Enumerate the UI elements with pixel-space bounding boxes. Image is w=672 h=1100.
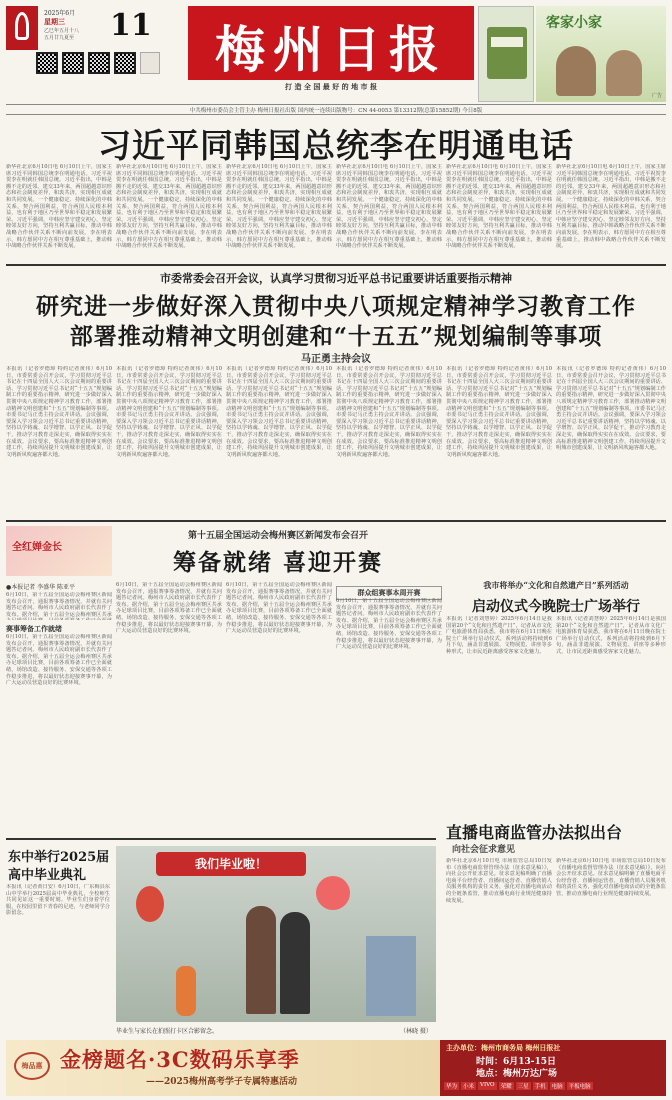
livestream-body-col2: 新华社北京6月10日电 市场监管总局10日发布《直播电商监督管理办法（征求意见稿）》，向社会公开征求意见。征求意见稿明确了直播电商平台经营者、直播间运营者、直播营销人员服务机构的责任义务，强化对直播电商活动的全链条监管，推动直播电商行业规范健康持续发展。 bbox=[556, 858, 666, 897]
sports-body-col3: 6月10日，第十五届全国运动会梅州赛区新闻发布会召开，通报赛事筹备情况，并就有关问题答记者问。梅州市人民政府副市长代表作了发布。据介绍，第十五届全运会梅州赛区共承办足球项目比赛，目前各项筹备工作已全面就绪，场馆改造、接待服务、安保交通等各项工作稳步推进，将以最好状态迎接赛事开幕，为广大运动员营造良好的比赛环境。 bbox=[226, 582, 332, 635]
ad-label: 广告 bbox=[651, 93, 662, 99]
second-byline: 马正勇主持会议 bbox=[301, 354, 371, 365]
lead-body-col2: 新华社北京6月10日电 6月10日上午，国家主席习近平同韩国总统李在明通电话。习近平祝贺李在明就任韩国总统。习近平指出，中韩是搬不走的近邻。建交33年来，两国超越意识形态和社会制度差异，和衷共济，实现相互成就和共同发展。一个健康稳定、持续深化的中韩关系，契合两国利益，符合两国人民根本利益，也有利于地区乃至世界和平稳定和发展繁荣。习近平强调，中韩应坚守建交初心，坚定睦邻友好方向，坚持互利共赢目标，推动中韩战略合作伙伴关系不断向前发展。李在明表示，韩方愿同中方在相互尊重基础上，推动韩中战略合作伙伴关系不断发展。 bbox=[116, 164, 222, 250]
lunar-date: 乙巳年五月十八 bbox=[44, 28, 80, 34]
lead-body-col5: 新华社北京6月10日电 6月10日上午，国家主席习近平同韩国总统李在明通电话。习近平祝贺李在明就任韩国总统。习近平指出，中韩是搬不走的近邻。建交33年来，两国超越意识形态和社会制度差异，和衷共济，实现相互成就和共同发展。一个健康稳定、持续深化的中韩关系，契合两国利益，符合两国人民根本利益，也有利于地区乃至世界和平稳定和发展繁荣。习近平强调，中韩应坚守建交初心，坚定睦邻友好方向，坚持互利共赢目标，推动中韩战略合作伙伴关系不断向前发展。李在明表示，韩方愿同中方在相互尊重基础上，推动韩中战略合作伙伴关系不断发展。 bbox=[446, 164, 552, 250]
brand-tag: 手机 bbox=[534, 1084, 546, 1090]
ad-subline: ——2025梅州高考学子专属特惠活动 bbox=[146, 1077, 298, 1087]
culture-body-col2: 本报讯（记者刘慧婷）2025年6月14日是我国第20个“文化和自然遗产日”，记者从市文化广电旅游体育局获悉，我市将在6月11日晚在院士广场举行启动仪式，系列活动将持续到6月下旬，涵盖非遗展演、文物展览、讲座等多种形式，让市民近距离感受客家文化魅力。 bbox=[556, 616, 666, 655]
second-body-col2: 本报讯（记者罗德璋 特约记者黄伟）6月10日，市委常委会召开会议，学习贯彻习近平总书记在十四届全国人大三次会议期间的重要讲话、学习贯彻习近平总书记对“十五五”规划编制工作的重要指示精神，研究进一步做好深入贯彻中央八项规定精神学习教育工作，部署推动精神文明创建和“十五五”规划编制等事项。市委书记马正勇主持会议并讲话。会议强调，要深入学习领会习近平总书记重要讲话精神，坚持以学铸魂、以学增智、以学正风、以学促干，推动学习教育走深走实，确保取得实实在在成效。会议要求，要高标准推进精神文明创建工作，持续巩固提升文明城市创建成果，让文明新风吹遍客都大地。 bbox=[116, 366, 222, 458]
sports-byline: ●本报记者 李盛华 陈亚平 bbox=[6, 584, 76, 591]
sports-badge-text: 全红婵金长 bbox=[12, 542, 62, 553]
livestream-headline: 直播电商监管办法拟出台 bbox=[446, 823, 623, 842]
brand-tag: 小米 bbox=[463, 1084, 475, 1090]
brand-tag: VIVO bbox=[480, 1082, 495, 1088]
ad-product-box bbox=[478, 6, 534, 102]
brand-tag: 华为 bbox=[446, 1084, 458, 1090]
second-body-col6: 本报讯（记者罗德璋 特约记者黄伟）6月10日，市委常委会召开会议，学习贯彻习近平总书记在十四届全国人大三次会议期间的重要讲话、学习贯彻习近平总书记对“十五五”规划编制工作的重要指示精神，研究进一步做好深入贯彻中央八项规定精神学习教育工作，部署推动精神文明创建和“十五五”规划编制等事项。市委书记马正勇主持会议并讲话。会议强调，要深入学习领会习近平总书记重要讲话精神，坚持以学铸魂、以学增智、以学正风、以学促干，推动学习教育走深走实，确保取得实实在在成效。会议要求，要高标准推进精神文明创建工作，持续巩固提升文明城市创建成果，让文明新风吹遍客都大地。 bbox=[556, 366, 666, 452]
lead-body-col1: 新华社北京6月10日电 6月10日上午，国家主席习近平同韩国总统李在明通电话。习近平祝贺李在明就任韩国总统。习近平指出，中韩是搬不走的近邻。建交33年来，两国超越意识形态和社会制度差异，和衷共济，实现相互成就和共同发展。一个健康稳定、持续深化的中韩关系，契合两国利益，符合两国人民根本利益，也有利于地区乃至世界和平稳定和发展繁荣。习近平强调，中韩应坚守建交初心，坚定睦邻友好方向，坚持互利共赢目标，推动中韩战略合作伙伴关系不断向前发展。李在明表示，韩方愿同中方在相互尊重基础上，推动韩中战略合作伙伴关系不断发展。 bbox=[6, 164, 112, 250]
sports-body-col4: 6月10日，第十五届全国运动会梅州赛区新闻发布会召开，通报赛事筹备情况，并就有关问题答记者问。梅州市人民政府副市长代表作了发布。据介绍，第十五届全运会梅州赛区共承办足球项目比赛，目前各项筹备工作已全面就绪，场馆改造、接待服务、安保交通等各项工作稳步推进，将以最好状态迎接赛事开幕，为广大运动员营造良好的比赛环境。 bbox=[336, 598, 442, 651]
brand-tag: 电脑 bbox=[551, 1084, 563, 1090]
brand-tag: 三星 bbox=[517, 1084, 529, 1090]
second-body-col5: 本报讯（记者罗德璋 特约记者黄伟）6月10日，市委常委会召开会议，学习贯彻习近平总书记在十四届全国人大三次会议期间的重要讲话、学习贯彻习近平总书记对“十五五”规划编制工作的重要指示精神，研究进一步做好深入贯彻中央八项规定精神学习教育工作，部署推动精神文明创建和“十五五”规划编制等事项。市委书记马正勇主持会议并讲话。会议强调，要深入学习领会习近平总书记重要讲话精神，坚持以学铸魂、以学增智、以学正风、以学促干，推动学习教育走深走实，确保取得实实在在成效。会议要求，要高标准推进精神文明创建工作，持续巩固提升文明城市创建成果，让文明新风吹遍客都大地。 bbox=[446, 366, 552, 458]
bottom-ad bbox=[6, 1040, 666, 1096]
livestream-body-col1: 新华社北京6月10日电 市场监管总局10日发布《直播电商监督管理办法（征求意见稿）》，向社会公开征求意见。征求意见稿明确了直播电商平台经营者、直播间运营者、直播营销人员服务机构的责任义务，强化对直播电商活动的全链条监管，推动直播电商行业规范健康持续发展。 bbox=[446, 858, 552, 904]
second-kicker: 市委常委会召开会议，认真学习贯彻习近平总书记重要讲话重要指示精神 bbox=[160, 272, 512, 285]
second-headline-2: 部署推动精神文明创建和“十五五”规划编制等事项 bbox=[69, 323, 603, 350]
second-headline-1: 研究进一步做好深入贯彻中央八项规定精神学习教育工作 bbox=[36, 293, 636, 320]
ad-photo bbox=[536, 6, 666, 102]
ad-sponsor: 主办单位：梅州市商务局 梅州日报社 bbox=[446, 1043, 561, 1052]
brand-tag: 平板电脑 bbox=[568, 1084, 591, 1090]
ad-place: 地点：梅州万达广场 bbox=[476, 1069, 558, 1079]
brand-tag: 荣耀 bbox=[500, 1084, 512, 1090]
qr-code-icon bbox=[62, 52, 84, 74]
ad-brand-list bbox=[444, 1082, 664, 1090]
second-body-col1: 本报讯（记者罗德璋 特约记者黄伟）6月10日，市委常委会召开会议，学习贯彻习近平总书记在十四届全国人大三次会议期间的重要讲话、学习贯彻习近平总书记对“十五五”规划编制工作的重要指示精神，研究进一步做好深入贯彻中央八项规定精神学习教育工作，部署推动精神文明创建和“十五五”规划编制等事项。市委书记马正勇主持会议并讲话。会议强调，要深入学习领会习近平总书记重要讲话精神，坚持以学铸魂、以学增智、以学正风、以学促干，推动学习教育走深走实，确保取得实实在在成效。会议要求，要高标准推进精神文明创建工作，持续巩固提升文明城市创建成果，让文明新风吹遍客都大地。 bbox=[6, 366, 112, 458]
weekday: 星期三 bbox=[44, 17, 65, 26]
slogan: 打 造 全 国 最 好 的 地 市 报 bbox=[285, 82, 377, 91]
day-number: 11 bbox=[110, 8, 152, 43]
masthead-banner bbox=[188, 6, 474, 80]
newspaper-emblem-icon bbox=[6, 6, 38, 50]
newspaper-title: 梅州日报 bbox=[215, 20, 447, 79]
photo-credit: （林晓 摄） bbox=[400, 1028, 432, 1035]
ad-logo: 梅品惠 bbox=[14, 1052, 50, 1080]
lead-body-col4: 新华社北京6月10日电 6月10日上午，国家主席习近平同韩国总统李在明通电话。习近平祝贺李在明就任韩国总统。习近平指出，中韩是搬不走的近邻。建交33年来，两国超越意识形态和社会制度差异，和衷共济，实现相互成就和共同发展。一个健康稳定、持续深化的中韩关系，契合两国利益，符合两国人民根本利益，也有利于地区乃至世界和平稳定和发展繁荣。习近平强调，中韩应坚守建交初心，坚定睦邻友好方向，坚持互利共赢目标，推动中韩战略合作伙伴关系不断向前发展。李在明表示，韩方愿同中方在相互尊重基础上，推动韩中战略合作伙伴关系不断发展。 bbox=[336, 164, 442, 250]
ad-headline: 金榜题名·3C数码乐享季 bbox=[60, 1047, 300, 1072]
ad-time: 时间：6月13-15日 bbox=[476, 1057, 557, 1067]
lead-body-col6: 新华社北京6月10日电 6月10日上午，国家主席习近平同韩国总统李在明通电话。习近平祝贺李在明就任韩国总统。习近平指出，中韩是搬不走的近邻。建交33年来，两国超越意识形态和社会制度差异，和衷共济，实现相互成就和共同发展。一个健康稳定、持续深化的中韩关系，契合两国利益，符合两国人民根本利益，也有利于地区乃至世界和平稳定和发展繁荣。习近平强调，中韩应坚守建交初心，坚定睦邻友好方向，坚持互利共赢目标，推动中韩战略合作伙伴关系不断向前发展。李在明表示，韩方愿同中方在相互尊重基础上，推动韩中战略合作伙伴关系不断发展。 bbox=[556, 164, 666, 250]
lead-headline: 习近平同韩国总统李在明通电话 bbox=[98, 126, 574, 165]
graduation-banner: 我们毕业啦！ bbox=[156, 852, 306, 876]
graduation-headline-2: 高中毕业典礼 bbox=[8, 868, 87, 883]
graduation-headline-1: 东中举行2025届 bbox=[8, 850, 110, 865]
culture-kicker: 我市将举办“文化和自然遗产日”系列活动 bbox=[483, 580, 629, 590]
date-line: 2025年6月 bbox=[44, 10, 76, 17]
sports-subhead-1: 赛事筹备工作就绪 bbox=[6, 624, 62, 633]
culture-headline: 启动仪式今晚院士广场举行 bbox=[472, 599, 640, 615]
solar-term: 五月廿九夏至 bbox=[44, 35, 75, 41]
ad-caption: 客家小家 bbox=[546, 15, 602, 31]
sports-badge bbox=[6, 526, 112, 576]
qr-code-icon bbox=[36, 52, 58, 74]
qr-code-icon bbox=[88, 52, 110, 74]
livestream-subhead: 向社会征求意见 bbox=[452, 845, 516, 855]
sports-headline: 筹备就绪 喜迎开赛 bbox=[172, 549, 383, 576]
app-icon bbox=[140, 52, 160, 74]
publication-meta: 中共梅州市委员会主管主办 梅州日报社出版 国内统一连续出版物号：CN 44-0053 第13312期(总第15852期) 今日8版 bbox=[189, 108, 483, 114]
sports-body-col1b: 6月10日，第十五届全国运动会梅州赛区新闻发布会召开，通报赛事筹备情况，并就有关问题答记者问。梅州市人民政府副市长代表作了发布。据介绍，第十五届全运会梅州赛区共承办足球项目比赛，目前各项筹备工作已全面就绪，场馆改造、接待服务、安保交通等各项工作稳步推进，将以最好状态迎接赛事开幕，为广大运动员营造良好的比赛环境。 bbox=[6, 634, 112, 687]
qr-code-icon bbox=[114, 52, 136, 74]
second-body-col3: 本报讯（记者罗德璋 特约记者黄伟）6月10日，市委常委会召开会议，学习贯彻习近平总书记在十四届全国人大三次会议期间的重要讲话、学习贯彻习近平总书记对“十五五”规划编制工作的重要指示精神，研究进一步做好深入贯彻中央八项规定精神学习教育工作，部署推动精神文明创建和“十五五”规划编制等事项。市委书记马正勇主持会议并讲话。会议强调，要深入学习领会习近平总书记重要讲话精神，坚持以学铸魂、以学增智、以学正风、以学促干，推动学习教育走深走实，确保取得实实在在成效。会议要求，要高标准推进精神文明创建工作，持续巩固提升文明城市创建成果，让文明新风吹遍客都大地。 bbox=[226, 366, 332, 458]
second-body-col4: 本报讯（记者罗德璋 特约记者黄伟）6月10日，市委常委会召开会议，学习贯彻习近平总书记在十四届全国人大三次会议期间的重要讲话、学习贯彻习近平总书记对“十五五”规划编制工作的重要指示精神，研究进一步做好深入贯彻中央八项规定精神学习教育工作，部署推动精神文明创建和“十五五”规划编制等事项。市委书记马正勇主持会议并讲话。会议强调，要深入学习领会习近平总书记重要讲话精神，坚持以学铸魂、以学增智、以学正风、以学促干，推动学习教育走深走实，确保取得实实在在成效。会议要求，要高标准推进精神文明创建工作，持续巩固提升文明城市创建成果，让文明新风吹遍客都大地。 bbox=[336, 366, 442, 458]
graduation-photo bbox=[116, 846, 436, 1022]
lead-body-col3: 新华社北京6月10日电 6月10日上午，国家主席习近平同韩国总统李在明通电话。习近平祝贺李在明就任韩国总统。习近平指出，中韩是搬不走的近邻。建交33年来，两国超越意识形态和社会制度差异，和衷共济，实现相互成就和共同发展。一个健康稳定、持续深化的中韩关系，契合两国利益，符合两国人民根本利益，也有利于地区乃至世界和平稳定和发展繁荣。习近平强调，中韩应坚守建交初心，坚定睦邻友好方向，坚持互利共赢目标，推动中韩战略合作伙伴关系不断向前发展。李在明表示，韩方愿同中方在相互尊重基础上，推动韩中战略合作伙伴关系不断发展。 bbox=[226, 164, 332, 250]
culture-body-col1: 本报讯（记者刘慧婷）2025年6月14日是我国第20个“文化和自然遗产日”，记者从市文化广电旅游体育局获悉，我市将在6月11日晚在院士广场举行启动仪式，系列活动将持续到6月下旬，涵盖非遗展演、文物展览、讲座等多种形式，让市民近距离感受客家文化魅力。 bbox=[446, 616, 552, 655]
graduation-caption: 毕业生与家长在拍照打卡区合影留念。 bbox=[116, 1028, 219, 1035]
sports-kicker: 第十五届全国运动会梅州赛区新闻发布会召开 bbox=[187, 531, 368, 541]
sports-subhead-2: 群众组赛事本周开赛 bbox=[336, 586, 442, 600]
sports-body-col2: 6月10日，第十五届全国运动会梅州赛区新闻发布会召开，通报赛事筹备情况，并就有关问题答记者问。梅州市人民政府副市长代表作了发布。据介绍，第十五届全运会梅州赛区共承办足球项目比赛，目前各项筹备工作已全面就绪，场馆改造、接待服务、安保交通等各项工作稳步推进，将以最好状态迎接赛事开幕，为广大运动员营造良好的比赛环境。 bbox=[116, 582, 222, 635]
graduation-body: 本报讯（记者黄日安）6月10日，广东梅县东山中学举行2025届高中毕业典礼，全校师生共同见证这一重要时刻。毕业生们身着学位服，在校园里留下青春的足迹，与老师同学合影留念。 bbox=[6, 884, 110, 917]
sports-body-col1a: 6月10日，第十五届全国运动会梅州赛区新闻发布会召开，通报赛事筹备情况，并就有关问题答记者问。梅州市人民政府副市长代表作了发布。据介绍，第十五届全运会梅州赛区共承 bbox=[6, 592, 112, 618]
